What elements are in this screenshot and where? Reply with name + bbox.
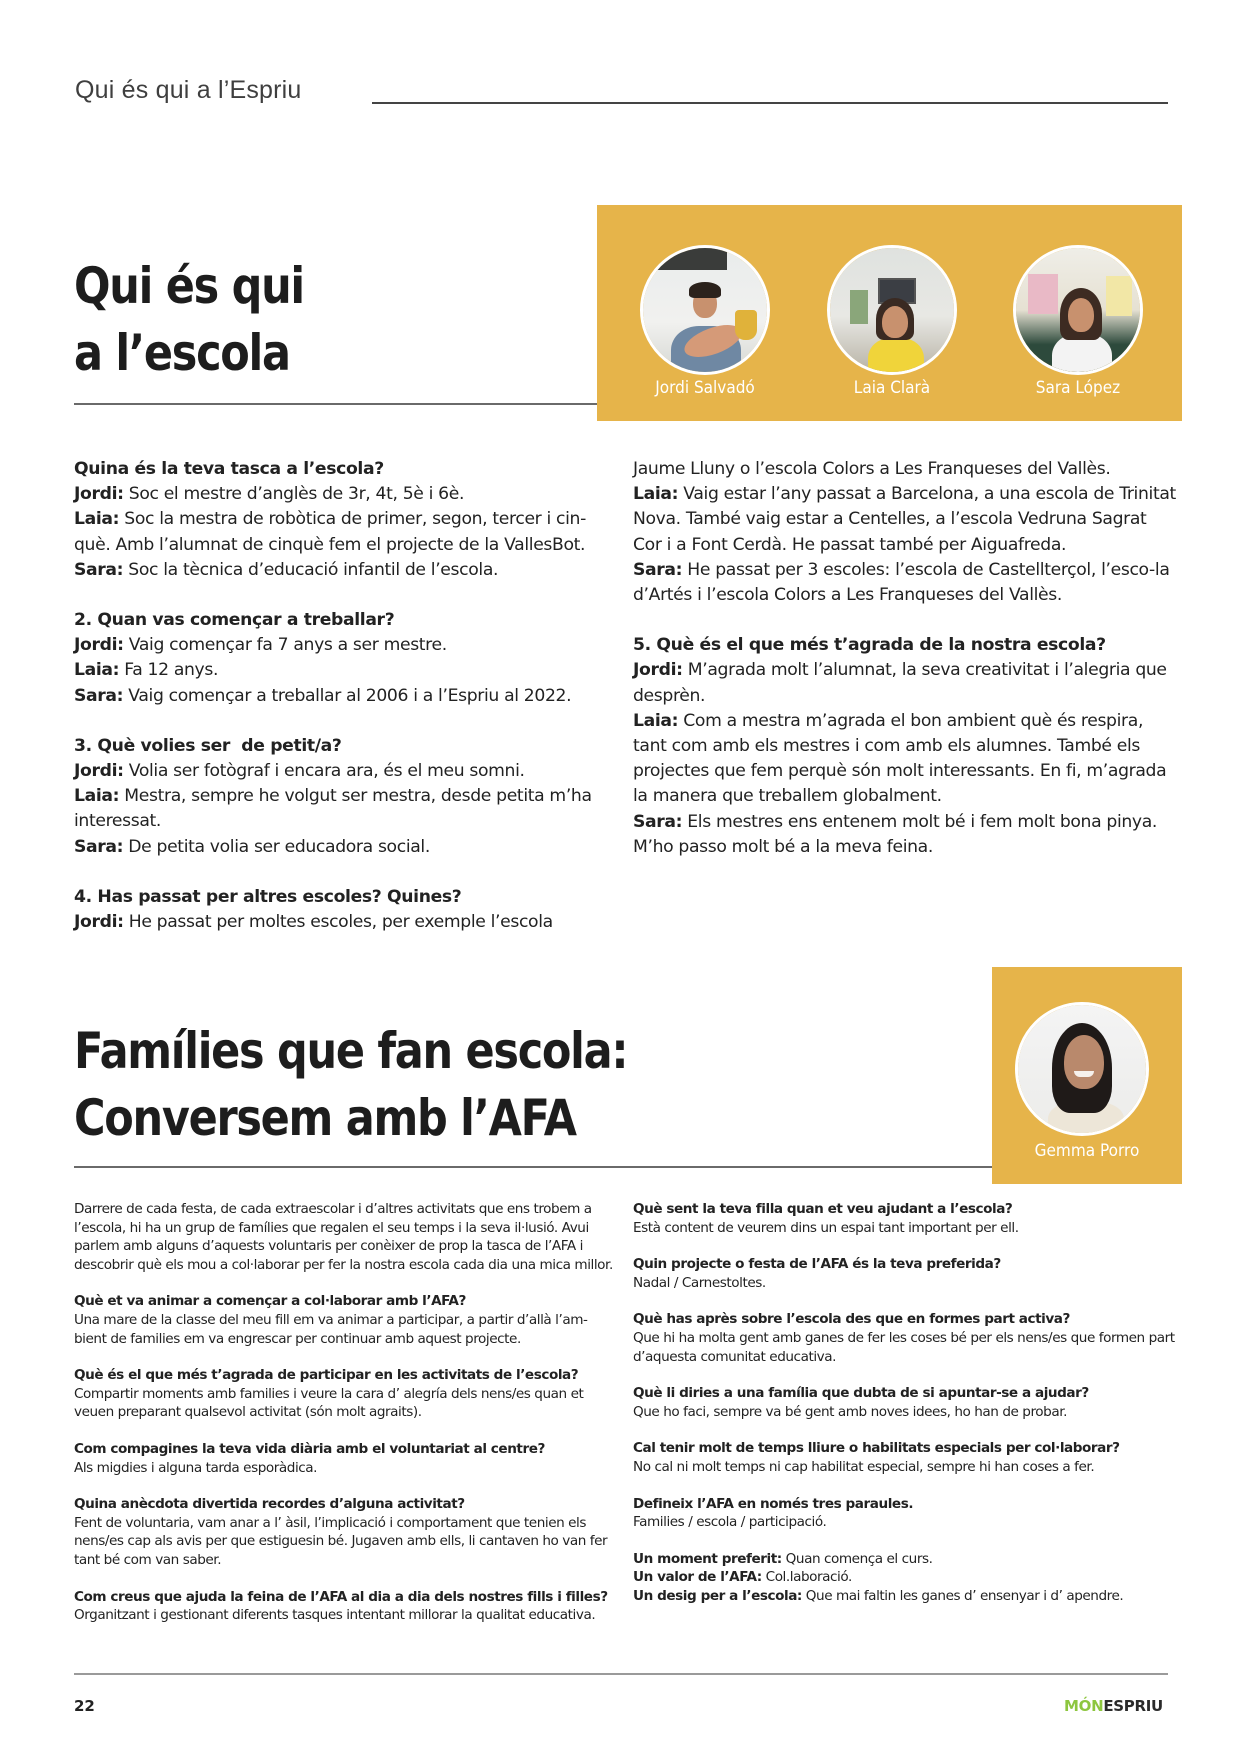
- portrait-jordi-photo: [640, 245, 770, 375]
- answer-text: Soc la mestra de robòtica de primer, segon, tercer i cin-què. Amb l’alumnat de cinquè fem el projecte de la VallesBot.: [74, 509, 586, 555]
- answer-text: Fa 12 anys.: [119, 660, 219, 681]
- speaker-label: Laia:: [74, 786, 120, 807]
- speaker-label: Jordi:: [74, 484, 124, 505]
- answer-text: Com a mestra m’agrada el bon ambient què és respira, tant com amb els mestres i com amb els alumnes. També els projectes que fem perquè són molt interessants. En fi, m’agrada la manera que treballem globalment.: [633, 710, 1167, 807]
- afa-answer: Una mare de la classe del meu fill em va animar a participar, a partir d’allà l’am-bient de families em va engrescar per continuar amb aquest projecte.: [74, 1311, 588, 1347]
- afa-column-right: [633, 1200, 1178, 1606]
- afa-question: Quin projecte o festa de l’AFA és la teva preferida?: [633, 1256, 1001, 1273]
- header-divider: [372, 102, 1168, 104]
- quick-label: Un moment preferit:: [633, 1550, 782, 1567]
- question-1: Quina és la teva tasca a l’escola?: [74, 459, 384, 479]
- quick-value: Que mai faltin les ganes d’ ensenyar i d’ apendre.: [801, 1587, 1124, 1604]
- question-4: 4. Has passat per altres escoles? Quines?: [74, 886, 462, 907]
- afa-question: Què li diries a una família que dubta de si apuntar-se a ajudar?: [633, 1385, 1089, 1402]
- running-header-title: Qui és qui a l’Espriu: [75, 76, 302, 104]
- speaker-label: Jordi:: [74, 635, 124, 656]
- afa-answer: No cal ni molt temps ni cap habilitat especial, sempre hi han coses a fer.: [633, 1458, 1095, 1475]
- portrait-laia-photo: [827, 245, 957, 375]
- person-name-jordi: Jordi Salvadó: [655, 378, 755, 398]
- section1-title-line2: a l’escola: [74, 324, 290, 382]
- answer-text: Vaig estar l’any passat a Barcelona, a una escola de Trinitat Nova. També vaig estar a Centelles, a l’escola Vedruna Sagrat Cor i a Font Cerdà. He passat també per Aiguafreda.: [633, 484, 1176, 555]
- answer-text: Mestra, sempre he volgut ser mestra, desde petita m’ha interessat.: [74, 786, 592, 832]
- afa-column-left: [74, 1200, 614, 1625]
- section2-title-line1: Famílies que fan escola:: [74, 1022, 628, 1080]
- answer-text: He passat per moltes escoles, per exemple l’escola: [123, 912, 553, 933]
- afa-answer: Organitzant i gestionant diferents tasques intentant millorar la qualitat educativa.: [74, 1607, 596, 1624]
- speaker-label: Sara:: [74, 836, 124, 857]
- speaker-label: Laia:: [633, 710, 679, 731]
- interview-column-right: [633, 457, 1178, 860]
- speaker-label: Jordi:: [633, 660, 683, 681]
- answer-text: Vaig començar a treballar al 2006 i a l’Espriu al 2022.: [123, 685, 572, 706]
- afa-question: Què és el que més t’agrada de participar en les activitats de l’escola?: [74, 1367, 579, 1384]
- section1-title-line1: Qui és qui: [74, 257, 304, 315]
- afa-question: Com compagines la teva vida diària amb el voluntariat al centre?: [74, 1440, 545, 1457]
- answer-jordi-q2: [74, 633, 614, 658]
- person-name-gemma: Gemma Porro: [1034, 1141, 1140, 1161]
- answer-jordi-q4-continued: Jaume Lluny o l’escola Colors a Les Franqueses del Vallès.: [633, 459, 1111, 479]
- brand-mon: MÓN: [1064, 1697, 1104, 1715]
- afa-question: Què sent la teva filla quan et veu ajudant a l’escola?: [633, 1201, 1013, 1217]
- speaker-label: Jordi:: [74, 761, 124, 782]
- portrait-sara-photo: [1013, 245, 1143, 375]
- answer-text: Volia ser fotògraf i encara ara, és el meu somni.: [123, 761, 525, 782]
- person-name-laia: Laia Clarà: [853, 378, 931, 398]
- speaker-label: Laia:: [633, 484, 679, 505]
- afa-answer: Que hi ha molta gent amb ganes de fer les coses bé per els nens/es que formen part d’aquesta comunitat educativa.: [633, 1329, 1175, 1365]
- answer-text: Soc el mestre d’anglès de 3r, 4t, 5è i 6è.: [123, 484, 465, 505]
- afa-answer: Als migdies i alguna tarda esporàdica.: [74, 1459, 318, 1476]
- quick-answer-value: [633, 1568, 1178, 1587]
- afa-answer: Que ho faci, sempre va bé gent amb noves idees, ho han de probar.: [633, 1403, 1067, 1420]
- speaker-label: Laia:: [74, 509, 120, 530]
- page-number: 22: [74, 1697, 95, 1715]
- answer-sara-q3: [74, 835, 614, 860]
- afa-answer: Nadal / Carnestoltes.: [633, 1274, 766, 1291]
- afa-answer: Families / escola / participació.: [633, 1514, 827, 1531]
- afa-question: Quina anècdota divertida recordes d’alguna activitat?: [74, 1496, 465, 1513]
- quick-label: Un valor de l’AFA:: [633, 1569, 762, 1586]
- person-name-sara: Sara López: [1035, 378, 1121, 398]
- answer-sara-q2: [74, 684, 614, 709]
- answer-text: Soc la tècnica d’educació infantil de l’escola.: [123, 559, 499, 580]
- answer-jordi-q1: [74, 482, 614, 507]
- quick-value: Col.laboració.: [761, 1569, 852, 1586]
- answer-laia-q1: [74, 507, 614, 557]
- afa-answer: Fent de voluntaria, vam anar a l’ àsil, l’implicació i comportament que tenien els nens/es cap als avis per que estiguesin bé. Jugaven amb ells, li cantaven ho van fer tant bé com van saber.: [74, 1514, 608, 1568]
- answer-text: M’agrada molt l’alumnat, la seva creativitat i l’alegria que desprèn.: [633, 660, 1167, 706]
- speaker-label: Sara:: [633, 811, 683, 832]
- section1-title-divider: [74, 403, 604, 405]
- quick-answer-moment: [633, 1550, 1178, 1569]
- answer-jordi-q4: [74, 910, 614, 935]
- answer-sara-q4: [633, 558, 1178, 608]
- magazine-brand-logo: [1064, 1697, 1163, 1715]
- afa-question: Què has après sobre l’escola des que en formes part activa?: [633, 1311, 1070, 1328]
- speaker-label: Jordi:: [74, 912, 124, 933]
- afa-intro: Darrere de cada festa, de cada extraescolar i d’altres activitats que ens trobem a l’escola, hi ha un grup de famílies que regalen el seu temps i la seva il·lusió. Avui parlem amb alguns d’aquests voluntaris per conèixer de prop la tasca de l’AFA i descobrir què els mou a col·laborar per fer la nostra escola cada dia una mica millor.: [74, 1201, 613, 1273]
- answer-sara-q1: [74, 558, 614, 583]
- afa-answer: Compartir moments amb families i veure la cara d’ alegría dels nens/es quan et veuen preparant qualsevol activitat (són molt agraits).: [74, 1385, 584, 1421]
- answer-text: Vaig començar fa 7 anys a ser mestre.: [123, 635, 447, 656]
- portrait-gemma-photo: [1015, 1002, 1149, 1136]
- answer-text: Els mestres ens entenem molt bé i fem molt bona pinya. M’ho passo molt bé a la meva feina.: [633, 811, 1158, 857]
- question-2: 2. Quan vas començar a treballar?: [74, 610, 395, 631]
- answer-jordi-q5: [633, 658, 1178, 708]
- afa-question: Què et va animar a començar a col·laborar amb l’AFA?: [74, 1293, 466, 1310]
- quick-label: Un desig per a l’escola:: [633, 1587, 802, 1604]
- afa-question: Com creus que ajuda la feina de l’AFA al dia a dia dels nostres fills i filles?: [74, 1588, 608, 1605]
- answer-laia-q4: [633, 482, 1178, 558]
- answer-text: He passat per 3 escoles: l’escola de Castellterçol, l’esco-la d’Artés i l’escola Colors a Les Franqueses del Vallès.: [633, 559, 1170, 606]
- answer-laia-q3: [74, 784, 614, 834]
- afa-question: Cal tenir molt de temps lliure o habilitats especials per col·laborar?: [633, 1440, 1120, 1457]
- interview-column-left: [74, 457, 614, 935]
- answer-laia-q2: [74, 658, 614, 683]
- section2-title: [74, 1018, 627, 1152]
- answer-laia-q5: [633, 709, 1178, 810]
- afa-question: Defineix l’AFA en només tres paraules.: [633, 1495, 914, 1512]
- speaker-label: Sara:: [74, 559, 124, 580]
- answer-sara-q5: [633, 810, 1178, 860]
- answer-text: De petita volia ser educadora social.: [123, 836, 430, 857]
- brand-espriu: ESPRIU: [1103, 1697, 1163, 1715]
- speaker-label: Laia:: [74, 660, 120, 681]
- section2-title-line2: Conversem amb l’AFA: [74, 1089, 576, 1147]
- answer-jordi-q3: [74, 759, 614, 784]
- footer-divider: [74, 1673, 1168, 1675]
- section1-title: [74, 253, 304, 387]
- quick-value: Quan comença el curs.: [781, 1550, 933, 1567]
- quick-answer-wish: [633, 1587, 1178, 1606]
- question-3: 3. Què volies ser de petit/a?: [74, 735, 342, 756]
- speaker-label: Sara:: [633, 559, 683, 580]
- speaker-label: Sara:: [74, 685, 124, 706]
- question-5: 5. Què és el que més t’agrada de la nostra escola?: [633, 635, 1106, 656]
- section2-title-divider: [74, 1166, 1002, 1168]
- afa-answer: Està content de veurem dins un espai tant important per ell.: [633, 1219, 1019, 1236]
